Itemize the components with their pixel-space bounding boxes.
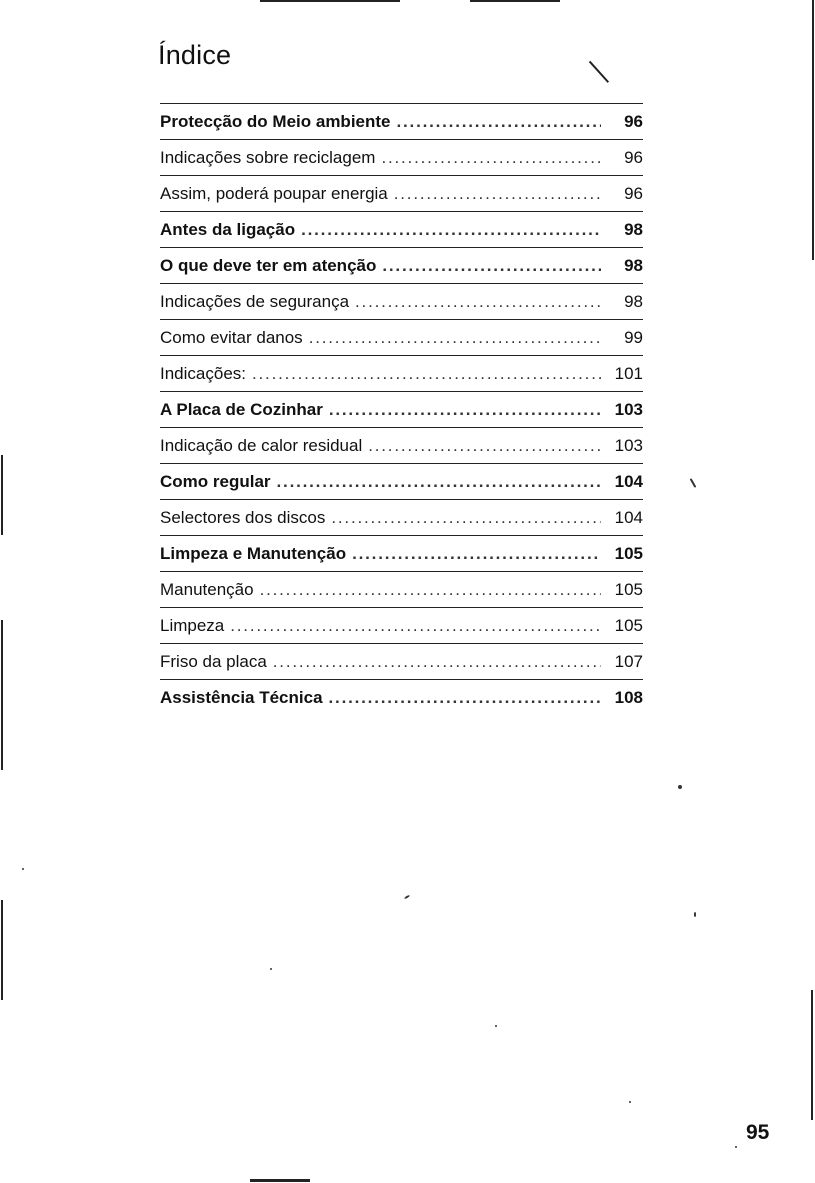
page-number: 95 bbox=[746, 1121, 770, 1144]
page-title: Índice bbox=[158, 40, 232, 70]
toc-entry-title: Protecção do Meio ambiente bbox=[160, 112, 391, 131]
toc-entry-page: 98 bbox=[624, 220, 643, 239]
toc-entry bbox=[160, 644, 643, 680]
toc-entry-title: Limpeza bbox=[160, 616, 225, 635]
toc-leader-dots bbox=[277, 464, 601, 500]
toc-entry-title: Antes da ligação bbox=[160, 220, 296, 239]
toc-entry-title: Como evitar danos bbox=[160, 328, 303, 347]
toc-entry bbox=[160, 428, 643, 464]
toc-leader-dots bbox=[397, 104, 602, 140]
toc-entry-title: Assim, poderá poupar energia bbox=[160, 184, 388, 203]
toc-entry bbox=[160, 608, 643, 644]
toc-entry bbox=[160, 104, 643, 140]
toc-entry-title: Selectores dos discos bbox=[160, 508, 326, 527]
scan-speck bbox=[495, 1025, 497, 1027]
scan-speck bbox=[270, 968, 272, 970]
toc-entry-title: Como regular bbox=[160, 472, 271, 491]
toc-entry-title: A Placa de Cozinhar bbox=[160, 400, 323, 419]
toc-entry-page: 96 bbox=[624, 112, 643, 131]
toc-entry-page: 105 bbox=[614, 580, 643, 599]
toc-leader-dots bbox=[352, 536, 601, 572]
toc-entry bbox=[160, 680, 643, 716]
toc-entry bbox=[160, 356, 643, 392]
toc-entry-page: 101 bbox=[614, 364, 643, 383]
toc-entry-title: O que deve ter em atenção bbox=[160, 256, 377, 275]
toc-entry bbox=[160, 500, 643, 536]
toc-entry-title: Indicações: bbox=[160, 364, 246, 383]
toc-entry-page: 98 bbox=[624, 292, 643, 311]
toc-entry-page: 99 bbox=[624, 328, 643, 347]
toc-leader-dots bbox=[368, 428, 601, 464]
toc-entry bbox=[160, 284, 643, 320]
scan-speck bbox=[694, 912, 696, 917]
toc-leader-dots bbox=[260, 572, 601, 608]
scan-edge-line bbox=[260, 0, 400, 2]
scan-edge-line bbox=[589, 61, 609, 83]
scan-edge-line bbox=[1, 620, 3, 770]
scan-edge-line bbox=[1, 455, 3, 535]
toc-leader-dots bbox=[394, 176, 601, 212]
toc-entry-page: 103 bbox=[614, 436, 643, 455]
scan-edge-line bbox=[470, 0, 560, 2]
toc-entry-title: Manutenção bbox=[160, 580, 254, 599]
toc-leader-dots bbox=[331, 500, 601, 536]
toc-leader-dots bbox=[329, 680, 601, 716]
toc-entry bbox=[160, 248, 643, 284]
scan-speck bbox=[404, 895, 410, 900]
toc-leader-dots bbox=[230, 608, 601, 644]
scan-speck bbox=[22, 868, 24, 870]
toc-entry-page: 104 bbox=[614, 472, 643, 491]
toc-entry-page: 104 bbox=[614, 508, 643, 527]
toc-entry-title: Limpeza e Manutenção bbox=[160, 544, 347, 563]
toc-entry-title: Indicação de calor residual bbox=[160, 436, 363, 455]
toc-entry-page: 98 bbox=[624, 256, 643, 275]
scan-edge-line bbox=[812, 0, 814, 260]
toc-leader-dots bbox=[329, 392, 601, 428]
table-of-contents bbox=[160, 103, 643, 716]
toc-entry-title: Indicações de segurança bbox=[160, 292, 350, 311]
toc-entry-title: Indicações sobre reciclagem bbox=[160, 148, 376, 167]
toc-entry-title: Assistência Técnica bbox=[160, 688, 323, 707]
scan-speck bbox=[690, 478, 697, 488]
scan-edge-line bbox=[1, 900, 3, 1000]
toc-leader-dots bbox=[301, 212, 601, 248]
toc-entry-page: 107 bbox=[614, 652, 643, 671]
toc-leader-dots bbox=[381, 140, 601, 176]
toc-entry-page: 96 bbox=[624, 184, 643, 203]
scan-edge-line bbox=[811, 990, 813, 1120]
toc-leader-dots bbox=[273, 644, 601, 680]
toc-entry-page: 105 bbox=[614, 544, 643, 563]
toc-entry bbox=[160, 392, 643, 428]
toc-entry-page: 96 bbox=[624, 148, 643, 167]
scan-speck bbox=[678, 785, 682, 789]
toc-entry-page: 105 bbox=[614, 616, 643, 635]
scan-edge-line bbox=[250, 1179, 310, 1182]
scan-speck bbox=[735, 1146, 737, 1148]
scan-speck bbox=[629, 1101, 631, 1103]
toc-entry bbox=[160, 464, 643, 500]
toc-entry bbox=[160, 572, 643, 608]
toc-entry-title: Friso da placa bbox=[160, 652, 267, 671]
toc-leader-dots bbox=[309, 320, 601, 356]
toc-entry bbox=[160, 212, 643, 248]
toc-entry bbox=[160, 176, 643, 212]
toc-leader-dots bbox=[382, 248, 601, 284]
toc-leader-dots bbox=[252, 356, 601, 392]
toc-leader-dots bbox=[355, 284, 601, 320]
toc-entry bbox=[160, 140, 643, 176]
toc-entry-page: 108 bbox=[614, 688, 643, 707]
toc-entry bbox=[160, 320, 643, 356]
toc-entry-page: 103 bbox=[614, 400, 643, 419]
toc-entry bbox=[160, 536, 643, 572]
